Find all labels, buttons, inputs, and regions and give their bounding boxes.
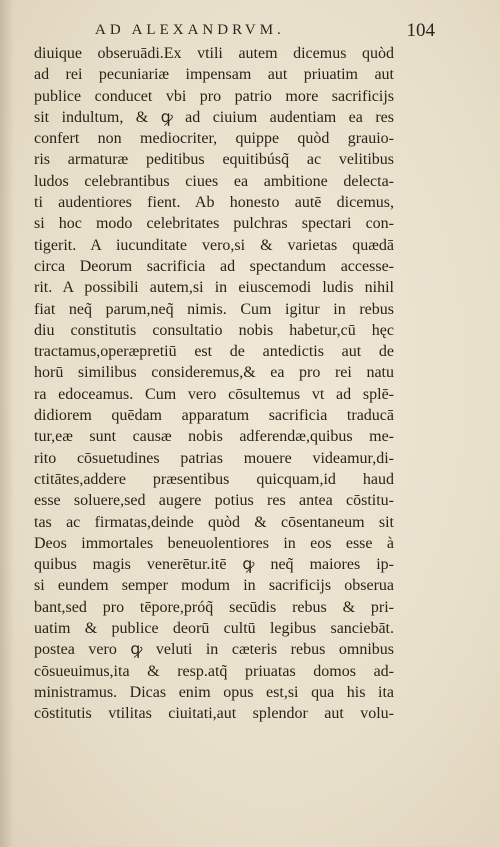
text-line: ad rei pecuniariæ impensam aut priuatim aut — [34, 66, 394, 84]
body-text — [34, 43, 394, 725]
text-line: ministramus. Dicas enim opus est,si qua his ita — [34, 683, 394, 701]
text-line: esse soluere,sed augere potius res antea cōstitu- — [34, 492, 394, 510]
text-line: fiat neq̃ parum,neq̃ nimis. Cum igitur in rebus — [34, 300, 394, 318]
text-line: diuique obseruādi.Ex vtili autem dicemus quòd — [34, 45, 394, 62]
text-line: ludos celebrantibus ciues ea ambitione delecta- — [34, 172, 394, 190]
text-line: uatim & publice deorū cultū legibus sanciebāt. — [34, 620, 394, 638]
text-line: postea vero ꝙ veluti in cæteris rebus omnibus — [34, 641, 394, 659]
text-line: tur,eæ sunt causæ nobis adferendæ,quibus me- — [34, 428, 394, 446]
text-line: si eundem semper modum in sacrificijs obserua — [34, 577, 394, 595]
text-line: quibus magis venerētur.itē ꝙ neq̃ maiores ip- — [34, 556, 394, 574]
text-line: circa Deorum sacrificia ad spectandum accesse- — [34, 257, 394, 275]
text-line: ra edoceamus. Cum vero cōsultemus vt ad splē- — [34, 385, 394, 403]
text-line: bant,sed pro tēpore,próq̃ secūdis rebus & pri- — [34, 598, 394, 616]
text-line: rit. A possibili autem,si in eiuscemodi ludis nihil — [34, 279, 394, 297]
text-line: si hoc modo celebritates pulchras spectari con- — [34, 215, 394, 233]
text-line: tas ac firmatas,deinde quòd & cōsentaneum sit — [34, 513, 394, 531]
gutter-shadow — [0, 0, 14, 847]
page-number: 104 — [406, 20, 435, 41]
running-head: AD ALEXANDRVM. — [95, 22, 285, 38]
text-line: sit indultum, & ꝙ ad ciuium audentiam ea res — [34, 108, 394, 126]
text-line: publice conducet vbi pro patrio more sacrificijs — [34, 87, 394, 105]
text-line: tigerit. A iucunditate vero,si & varietas quædā — [34, 236, 394, 254]
text-line: ctitātes,addere præsentibus quicquam,id haud — [34, 470, 394, 488]
text-line: diu constitutis consultatio nobis habetur,cū hęc — [34, 321, 394, 339]
text-line: horū similibus consideremus,& ea pro rei natu — [34, 364, 394, 382]
text-line: ris armaturæ peditibus equitibúsq̃ ac velitibus — [34, 151, 394, 169]
text-line: ti audentiores fient. Ab honesto autē dicemus, — [34, 194, 394, 212]
text-line: confert non mediocriter, quippe quòd grauio- — [34, 130, 394, 148]
text-line: didiorem quēdam apparatum sacrificia traducā — [34, 407, 394, 425]
text-line: cōsueuimus,ita & resp.atq̃ priuatas domos ad- — [34, 662, 394, 680]
text-line: tractamus,operæpretiū est de antedictis aut de — [34, 343, 394, 361]
text-line: Deos immortales beneuolentiores in eos esse à — [34, 534, 394, 552]
text-line: rito cōsuetudines patrias mouere videamur,di- — [34, 449, 394, 467]
text-line: cōstitutis vtilitas ciuitati,aut splendor aut volu- — [34, 705, 394, 723]
